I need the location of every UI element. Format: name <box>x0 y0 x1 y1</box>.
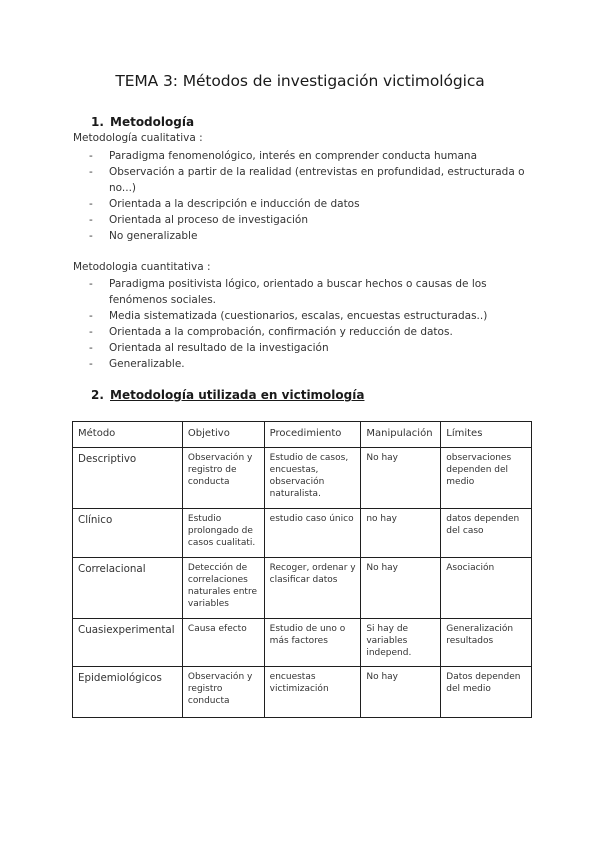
section-2-title: Metodología utilizada en victimología <box>110 388 365 402</box>
table-cell: Detección de correlaciones naturales entre variables <box>182 558 264 619</box>
table-cell: Observación y registro conducta <box>182 667 264 718</box>
table-cell: No hay <box>361 448 441 509</box>
list-item: - Paradigma positivista lógico, orientado a buscar hechos o causas de los fenómenos sociales. <box>89 278 487 306</box>
table-cell: Causa efecto <box>182 619 264 667</box>
table-cell: Estudio prolongado de casos cualitati. <box>182 509 264 558</box>
table-cell: Correlacional <box>73 558 183 619</box>
table-cell: Epidemiológicos <box>73 667 183 718</box>
table-cell: No hay <box>361 667 441 718</box>
table-cell: Estudio de casos, encuestas, observación naturalista. <box>264 448 361 509</box>
table-cell: Datos dependen del medio <box>441 667 532 718</box>
table-row <box>73 509 532 558</box>
header-cell-procedimiento: Procedimiento <box>264 422 361 448</box>
list-item: - Paradigma fenomenológico, interés en comprender conducta humana <box>89 150 478 162</box>
table-row <box>73 558 532 619</box>
table-cell: Cuasiexperimental <box>73 619 183 667</box>
table-cell: estudio caso único <box>264 509 361 558</box>
table-cell: Clínico <box>73 509 183 558</box>
table-cell: Generalización resultados <box>441 619 532 667</box>
list-item: - Observación a partir de la realidad (entrevistas en profundidad, estructurada o no...) <box>89 166 525 194</box>
section-2-heading <box>91 388 364 402</box>
table-cell: Observación y registro de conducta <box>182 448 264 509</box>
list-item: - Generalizable. <box>89 358 185 370</box>
header-cell-limites: Límites <box>441 422 532 448</box>
table-cell: datos dependen del caso <box>441 509 532 558</box>
table-cell: Recoger, ordenar y clasificar datos <box>264 558 361 619</box>
table-cell: encuestas victimización <box>264 667 361 718</box>
table-row <box>73 667 532 718</box>
table-cell: observaciones dependen del medio <box>441 448 532 509</box>
table-row <box>73 448 532 509</box>
header-cell-metodo: Método <box>73 422 183 448</box>
quantitative-list <box>73 276 533 372</box>
table-cell: no hay <box>361 509 441 558</box>
qualitative-label: Metodología cualitativa : <box>73 132 203 144</box>
list-item: - Orientada a la descripción e inducción de datos <box>89 198 360 210</box>
list-item: - Media sistematizada (cuestionarios, escalas, encuestas estructuradas..) <box>89 310 488 322</box>
table-cell: Si hay de variables independ. <box>361 619 441 667</box>
section-2-number: 2. <box>91 388 104 402</box>
table-header-row <box>73 422 532 448</box>
methods-table <box>72 421 532 718</box>
table-cell: No hay <box>361 558 441 619</box>
table-cell: Descriptivo <box>73 448 183 509</box>
header-cell-objetivo: Objetivo <box>182 422 264 448</box>
list-item: - Orientada a la comprobación, confirmación y reducción de datos. <box>89 326 453 338</box>
list-item: - Orientada al resultado de la investigación <box>89 342 329 354</box>
header-cell-manipulacion: Manipulación <box>361 422 441 448</box>
table-cell: Asociación <box>441 558 532 619</box>
quantitative-label: Metodologia cuantitativa : <box>73 261 211 273</box>
list-item: - Orientada al proceso de investigación <box>89 214 309 226</box>
document-title: TEMA 3: Métodos de investigación victimológica <box>115 72 485 90</box>
qualitative-list <box>73 148 533 244</box>
section-1-number: 1. <box>91 115 104 129</box>
table-cell: Estudio de uno o más factores <box>264 619 361 667</box>
table-row <box>73 619 532 667</box>
section-1-title: Metodología <box>110 115 195 129</box>
list-item: - No generalizable <box>89 230 198 242</box>
section-1-heading <box>91 115 194 129</box>
